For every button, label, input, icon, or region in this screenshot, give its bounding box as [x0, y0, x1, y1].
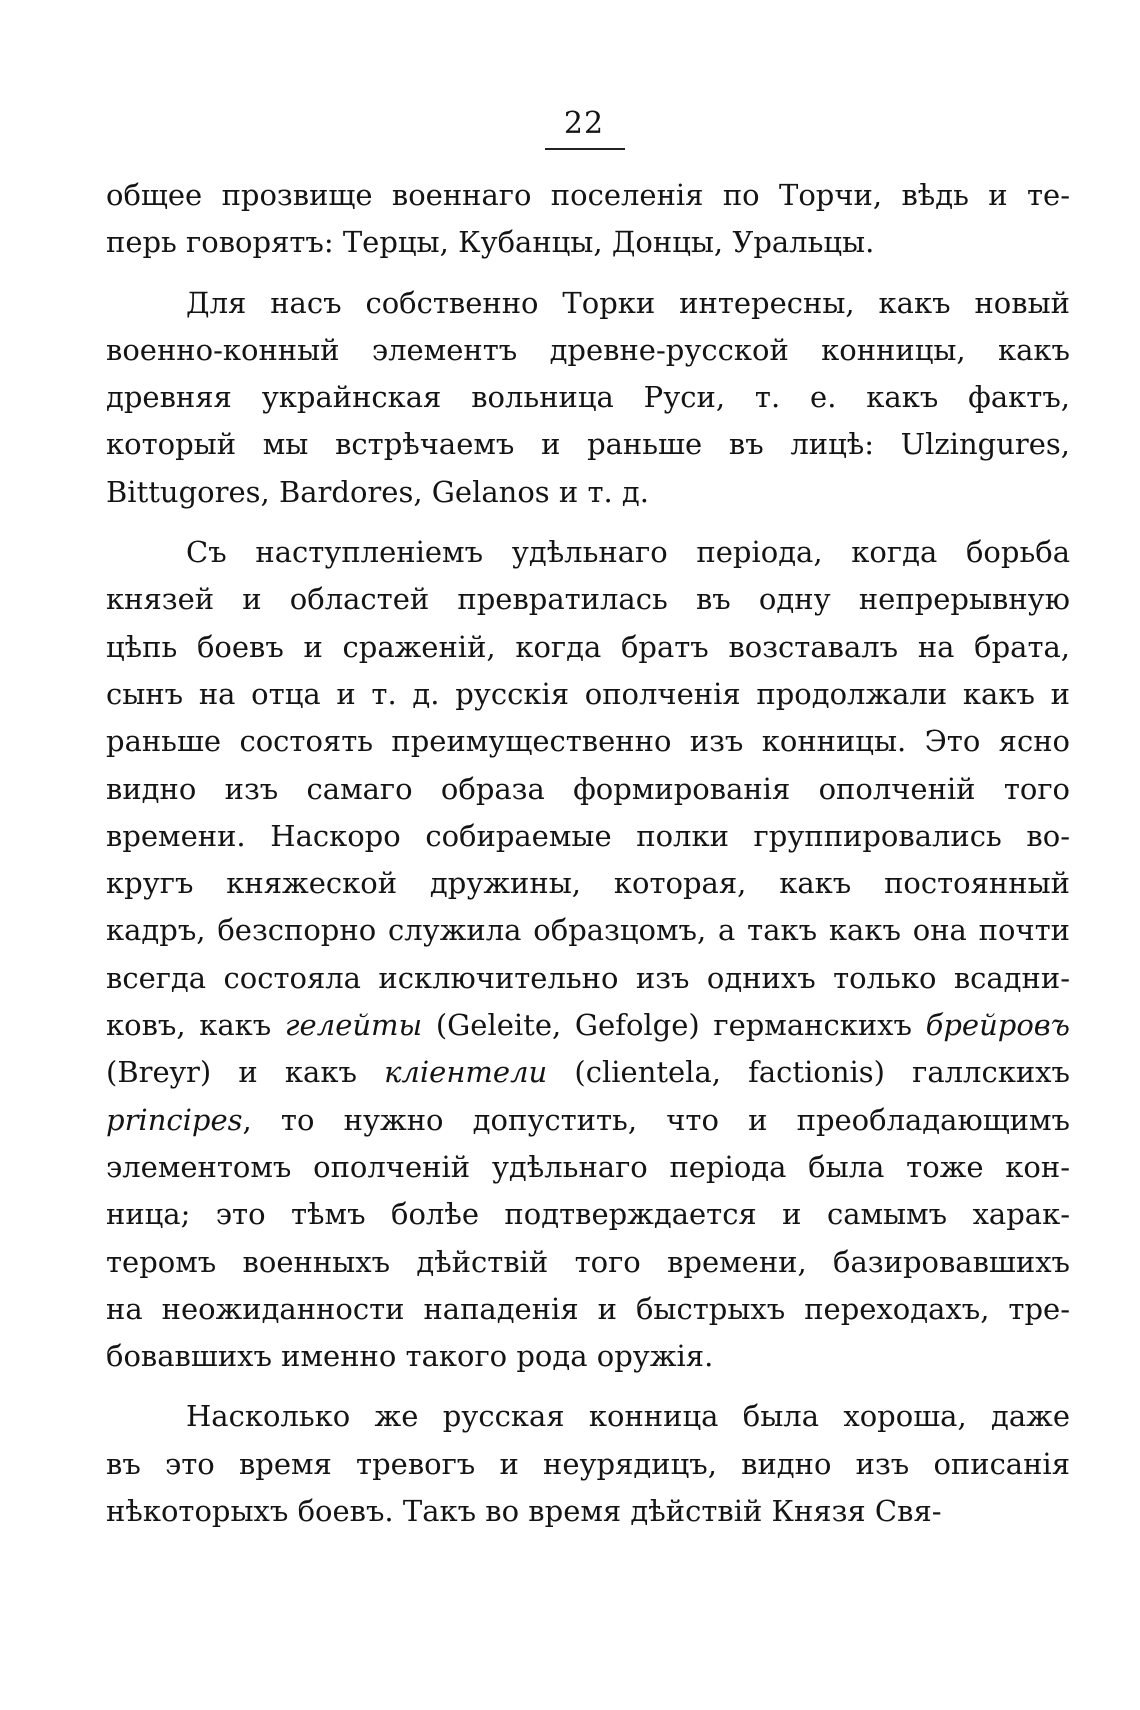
- text-segment: кадръ, безспорно служила образцомъ, а такъ какъ она почти: [106, 913, 1070, 948]
- text-segment: ковъ, какъ: [106, 1008, 285, 1043]
- text-line: [106, 1333, 1070, 1380]
- text-segment: (Breyr) и какъ: [106, 1055, 385, 1090]
- text-line: [106, 327, 1070, 374]
- paragraph-gap: [106, 1380, 1070, 1393]
- text-segment: древняя украйнская вольница Руси, т. е. какъ фактъ,: [106, 380, 1070, 415]
- paragraph: [106, 280, 1070, 516]
- text-line: [106, 421, 1070, 468]
- text-segment: Насколько же русская конница была хороша, даже: [186, 1399, 1070, 1434]
- text-segment: сынъ на отца и т. д. русскія ополченія продолжали какъ и: [106, 676, 1070, 711]
- text-segment: перь говорятъ: Терцы, Кубанцы, Донцы, Уральцы.: [106, 225, 875, 260]
- paragraph-gap: [106, 267, 1070, 280]
- text-line: [106, 1144, 1070, 1191]
- text-line: [106, 280, 1070, 327]
- paragraph: [106, 1393, 1070, 1535]
- text-line: [106, 1097, 1070, 1144]
- text-segment: видно изъ самаго образа формированія ополченій того: [106, 771, 1070, 806]
- italic-term: брейровъ: [925, 1008, 1070, 1043]
- text-line: [106, 219, 1070, 266]
- text-line: [106, 1049, 1070, 1096]
- text-segment: , то нужно допустить, что и преобладающимъ: [242, 1102, 1070, 1137]
- text-segment: времени. Наскоро собираемые полки группировались во-: [106, 818, 1070, 853]
- paragraph: [106, 529, 1070, 1380]
- text-segment: Для насъ собственно Торки интересны, какъ новый: [186, 285, 1070, 320]
- text-line: [106, 1191, 1070, 1238]
- paragraph-gap: [106, 516, 1070, 529]
- italic-term: principes: [106, 1102, 243, 1137]
- text-segment: (Geleite, Gefolge) германскихъ: [422, 1008, 926, 1043]
- paragraph: [106, 172, 1070, 267]
- text-segment: Съ наступленіемъ удѣльнаго періода, когда борьба: [186, 535, 1070, 570]
- text-segment: всегда состояла исключительно изъ однихъ только всадни-: [106, 960, 1070, 995]
- text-line: [106, 469, 1070, 516]
- text-segment: Bittugores, Bardores, Gelanos и т. д.: [106, 474, 649, 509]
- text-segment: кругъ княжеской дружины, которая, какъ постоянный: [106, 866, 1070, 901]
- text-line: [106, 374, 1070, 421]
- text-line: [106, 576, 1070, 623]
- text-segment: на неожиданности нападенія и быстрыхъ переходахъ, тре-: [106, 1291, 1070, 1326]
- text-segment: нѣкоторыхъ боевъ. Такъ во время дѣйствій Князя Свя-: [106, 1494, 942, 1529]
- text-segment: военно-конный элементъ древне-русской конницы, какъ: [106, 332, 1070, 367]
- text-segment: раньше состоять преимущественно изъ конницы. Это ясно: [106, 724, 1070, 759]
- text-segment: бовавшихъ именно такого рода оружія.: [106, 1339, 714, 1374]
- text-segment: въ это время тревогъ и неурядицъ, видно изъ описанія: [106, 1446, 1070, 1481]
- text-segment: князей и областей превратилась въ одну непрерывную: [106, 582, 1070, 617]
- text-line: [106, 955, 1070, 1002]
- text-line: [106, 529, 1070, 576]
- page-number: 22: [563, 106, 605, 141]
- text-line: [106, 1286, 1070, 1333]
- text-line: [106, 718, 1070, 765]
- text-line: [106, 1488, 1070, 1535]
- text-segment: элементомъ ополченій удѣльнаго періода была тоже кон-: [106, 1149, 1070, 1184]
- text-line: [106, 1441, 1070, 1488]
- body-text: [106, 172, 1070, 1535]
- text-line: [106, 172, 1070, 219]
- text-line: [106, 860, 1070, 907]
- text-line: [106, 624, 1070, 671]
- text-line: [106, 671, 1070, 718]
- text-segment: ница; это тѣмъ болѣе подтверждается и самымъ харак-: [106, 1197, 1070, 1232]
- text-line: [106, 766, 1070, 813]
- italic-term: кліентели: [384, 1055, 548, 1090]
- text-segment: теромъ военныхъ дѣйствій того времени, базировавшихъ: [106, 1244, 1070, 1279]
- text-segment: (clientela, factionis) галлскихъ: [547, 1055, 1070, 1090]
- text-line: [106, 1239, 1070, 1286]
- text-line: [106, 1393, 1070, 1440]
- text-line: [106, 813, 1070, 860]
- text-segment: который мы встрѣчаемъ и раньше въ лицѣ: Ulzingures,: [106, 427, 1070, 462]
- text-segment: цѣпь боевъ и сраженій, когда братъ возставалъ на брата,: [106, 629, 1070, 664]
- text-line: [106, 1002, 1070, 1049]
- page-number-rule: [545, 148, 625, 150]
- text-segment: общее прозвище военнаго поселенія по Торчи, вѣдь и те-: [106, 178, 1070, 212]
- italic-term: гелейты: [284, 1008, 423, 1043]
- text-line: [106, 907, 1070, 954]
